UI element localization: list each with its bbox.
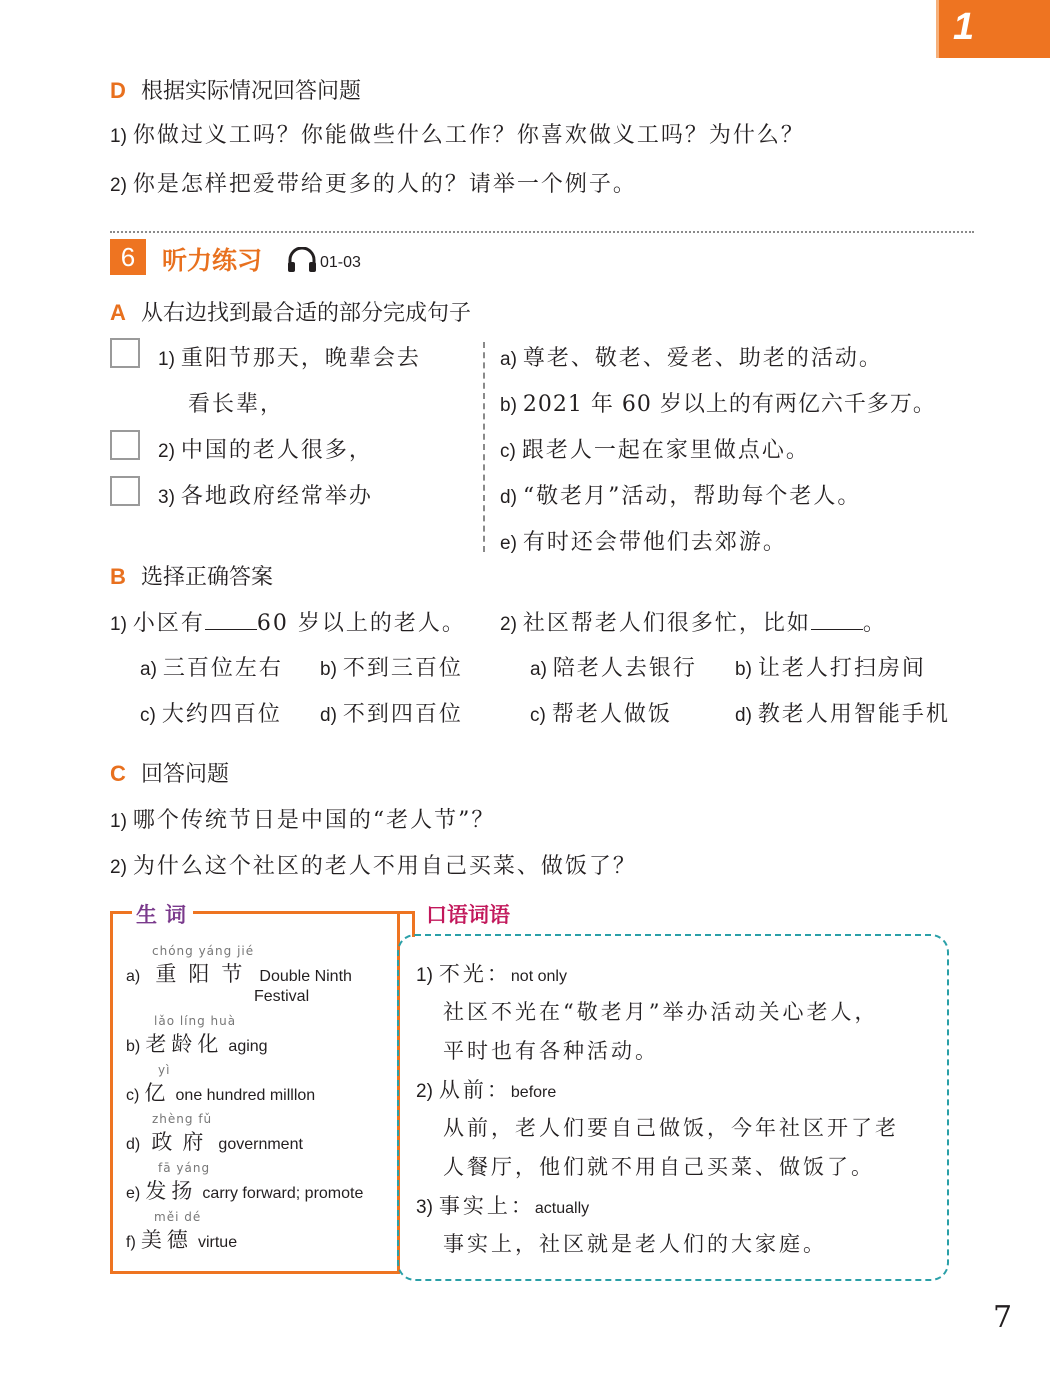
match-left-3: 3) 各地政府经常举办 <box>158 484 373 509</box>
b2-option-d[interactable]: d) 教老人用智能手机 <box>735 702 950 727</box>
oral-item-2-example-1: 从前，老人们要自己做饭，今年社区开了老 <box>443 1116 899 1140</box>
vocab-title: 生词 <box>136 903 194 927</box>
match-right-c: c) 跟老人一起在家里做点心。 <box>500 438 810 463</box>
vocab-box-top-edge-right <box>193 911 415 914</box>
b2-option-c[interactable]: c) 帮老人做饭 <box>530 702 672 727</box>
answer-box-1[interactable] <box>110 338 140 368</box>
chapter-tab <box>936 0 1050 58</box>
oral-item-1-example-2: 平时也有各种活动。 <box>443 1039 659 1063</box>
oral-item-3-term: 3) 事实上：actually <box>416 1194 590 1218</box>
audio-track-code: 01-03 <box>320 254 361 271</box>
section-d-title: 根据实际情况回答问题 <box>140 79 361 104</box>
section-d-question-1: 1) 你做过义工吗？你能做些什么工作？你喜欢做义工吗？为什么？ <box>110 123 805 148</box>
oral-item-2-term: 2) 从前：before <box>416 1078 557 1102</box>
section-c-question-2: 2) 为什么这个社区的老人不用自己买菜、做饭了？ <box>110 854 637 879</box>
oral-item-1-example-1: 社区不光在“敬老月”举办活动关心老人， <box>443 1000 879 1024</box>
vocab-item-a: chóng yáng jié a) 重阳节 Double Ninth Festival <box>126 944 352 1005</box>
section-c-question-1: 1) 哪个传统节日是中国的“老人节”？ <box>110 808 496 833</box>
b2-option-a[interactable]: a) 陪老人去银行 <box>530 656 697 681</box>
match-right-a: a) 尊老、敬老、爱老、助老的活动。 <box>500 346 883 371</box>
answer-box-2[interactable] <box>110 430 140 460</box>
page-number: 7 <box>993 1300 1013 1335</box>
oral-item-1-term: 1) 不光：not only <box>416 962 567 986</box>
section-c-header: C 回答问题 <box>110 761 229 787</box>
fill-blank-2[interactable] <box>811 611 863 630</box>
vocab-item-e: fā yáng e) 发扬 carry forward; promote <box>126 1161 364 1203</box>
b1-option-c[interactable]: c) 大约四百位 <box>140 702 282 727</box>
b1-option-b[interactable]: b) 不到三百位 <box>320 656 463 681</box>
answer-box-3[interactable] <box>110 476 140 506</box>
vocab-box-top-edge <box>110 911 132 914</box>
vocab-item-d: zhèng fǔ d) 政府 government <box>126 1112 303 1154</box>
section-b-question-1: 1) 小区有 60 岁以上的老人。 <box>110 611 466 636</box>
exercise-number-badge: 6 <box>110 239 146 275</box>
section-d-header <box>110 74 361 105</box>
match-divider <box>483 342 485 552</box>
match-right-b: b) 2021 年 60 岁以上的有两亿六千多万。 <box>500 392 936 417</box>
headphone-icon[interactable] <box>287 247 317 277</box>
vocab-item-c: yì c) 亿 one hundred milllon <box>126 1063 316 1105</box>
vocab-item-f: měi dé f) 美德 virtue <box>126 1210 238 1252</box>
listening-title: 听力练习 <box>162 246 263 275</box>
match-left-1: 1) 重阳节那天，晚辈会去 <box>158 346 421 371</box>
vocab-item-b: lǎo líng huà b) 老龄化 aging <box>126 1014 268 1056</box>
chapter-number: 1 <box>953 6 975 48</box>
fill-blank-1[interactable] <box>205 611 257 630</box>
section-b-header: B 选择正确答案 <box>110 564 273 590</box>
match-left-1-cont: 看长辈， <box>188 392 285 417</box>
oral-item-3-example-1: 事实上，社区就是老人们的大家庭。 <box>443 1232 827 1256</box>
b1-option-a[interactable]: a) 三百位左右 <box>140 656 283 681</box>
section-d-letter: D <box>110 78 126 103</box>
oral-title: 口语词语 <box>426 903 510 927</box>
match-right-d: d) “敬老月”活动，帮助每个老人。 <box>500 484 862 509</box>
section-a-header: A 从右边找到最合适的部分完成句子 <box>110 300 471 326</box>
b1-option-d[interactable]: d) 不到四百位 <box>320 702 463 727</box>
section-d-question-2: 2) 你是怎样把爱带给更多的人的？请举一个例子。 <box>110 172 637 197</box>
match-right-e: e) 有时还会带他们去郊游。 <box>500 530 787 555</box>
oral-item-2-example-2: 人餐厅，他们就不用自己买菜、做饭了。 <box>443 1155 875 1179</box>
b2-option-b[interactable]: b) 让老人打扫房间 <box>735 656 926 681</box>
section-divider <box>110 231 974 233</box>
match-left-2: 2) 中国的老人很多， <box>158 438 373 463</box>
section-b-question-2: 2) 社区帮老人们很多忙，比如 。 <box>500 611 887 636</box>
